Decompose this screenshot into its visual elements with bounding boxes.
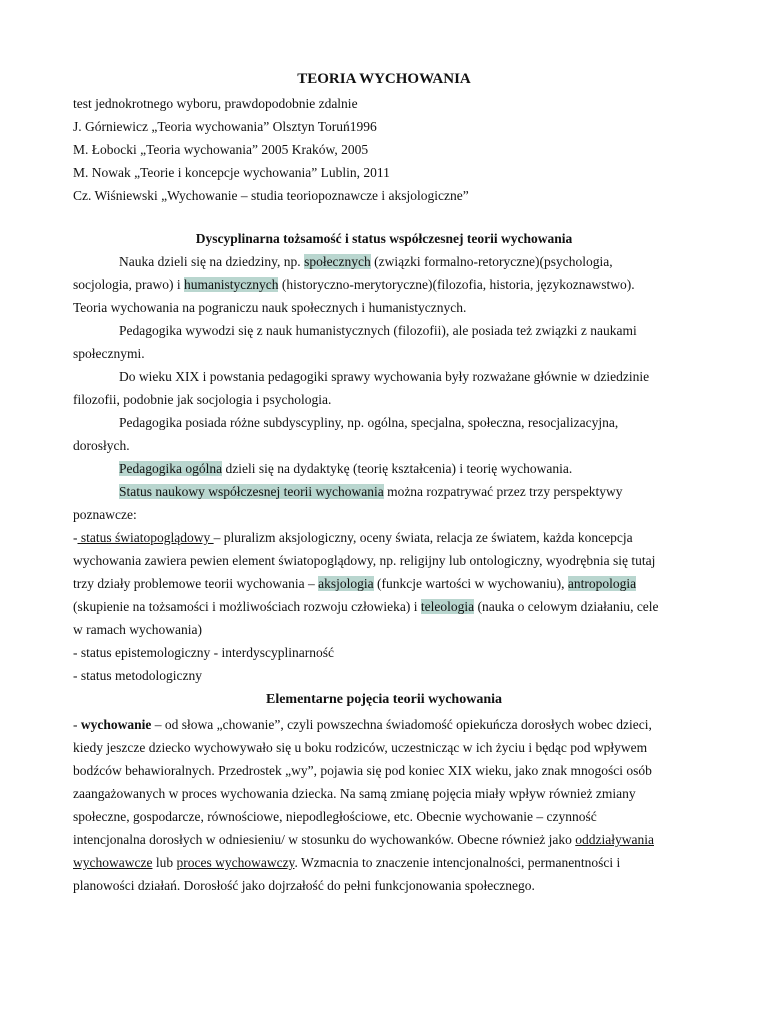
paragraph-line	[73, 526, 695, 549]
paragraph-line: społeczne, gospodarcze, równościowe, niepodległościowe, etc. Obecnie wychowanie – czynność	[73, 809, 597, 824]
text: socjologia, prawo) i	[73, 277, 184, 292]
paragraph-line: planowości działań. Dorosłość jako dojrzałość do pełni funkcjonowania społecznego.	[73, 878, 535, 893]
paragraph-line	[73, 250, 695, 273]
paragraph-line: Teoria wychowania na pograniczu nauk społecznych i humanistycznych.	[73, 300, 467, 315]
paragraph-line	[73, 273, 695, 296]
text: . Wzmacnia to znaczenie intencjonalności, permanentności i	[294, 855, 621, 870]
underlined-term: oddziaływania	[575, 832, 654, 847]
text: (historyczno-merytoryczne)(filozofia, historia, językoznawstwo).	[278, 277, 635, 292]
paragraph-line: poznawcze:	[73, 507, 137, 522]
bibliography-item: Cz. Wiśniewski „Wychowanie – studia teoriopoznawcze i aksjologiczne”	[73, 188, 469, 203]
paragraph-line	[73, 457, 695, 480]
document-title: TEORIA WYCHOWANIA	[297, 71, 471, 87]
paragraph-line: dorosłych.	[73, 438, 130, 453]
underlined-term: wychowawcze	[73, 855, 153, 870]
section-heading: Elementarne pojęcia teorii wychowania	[265, 692, 502, 707]
highlighted-term: Pedagogika ogólna	[119, 461, 223, 476]
text: – pluralizm aksjologiczny, oceny świata, relacja ze światem, każda koncepcja	[213, 530, 633, 545]
highlighted-term: społecznych	[304, 254, 371, 269]
paragraph-line: Do wieku XIX i powstania pedagogiki sprawy wychowania były rozważane głównie w dziedzinie	[119, 369, 650, 384]
text: (nauka o celowym działaniu, cele	[474, 599, 659, 614]
paragraph-line: - status metodologiczny	[73, 668, 202, 683]
bibliography-item: J. Górniewicz „Teoria wychowania” Olsztyn Toruń1996	[73, 119, 377, 134]
document-page	[73, 66, 695, 897]
paragraph-line: w ramach wychowania)	[73, 622, 202, 637]
paragraph-line	[73, 572, 695, 595]
paragraph-line: Pedagogika wywodzi się z nauk humanistycznych (filozofii), ale posiada też związki z naukami	[119, 323, 637, 338]
intro-line: test jednokrotnego wyboru, prawdopodobnie zdalnie	[73, 96, 358, 111]
spacer	[73, 207, 695, 227]
underlined-term: status światopoglądowy	[77, 530, 214, 545]
text: intencjonalna dorosłych w odniesieniu/ w stosunku do wychowanków. Obecne również jako	[73, 832, 576, 847]
text: Nauka dzieli się na dziedziny, np.	[119, 254, 305, 269]
underlined-term: proces wychowawczy	[176, 855, 295, 870]
paragraph-line: filozofii, podobnie jak socjologia i psychologia.	[73, 392, 332, 407]
paragraph-line: kiedy jeszcze dziecko wychowywało się u boku rodziców, uczestnicząc w ich życiu i będąc pod wpływem	[73, 740, 648, 755]
text: można rozpatrywać przez trzy perspektywy	[383, 484, 623, 499]
paragraph-line	[73, 713, 695, 736]
paragraph-line: społecznymi.	[73, 346, 145, 361]
highlighted-term: humanistycznych	[183, 277, 279, 292]
text: -	[73, 717, 81, 732]
text: (skupienie na tożsamości i możliwościach rozwoju człowieka) i	[73, 599, 421, 614]
text: trzy działy problemowe teorii wychowania –	[73, 576, 319, 591]
highlighted-term: aksjologia	[318, 576, 374, 591]
paragraph-line	[73, 480, 695, 503]
text: lub	[152, 855, 177, 870]
bibliography-item: M. Łobocki „Teoria wychowania” 2005 Kraków, 2005	[73, 142, 369, 157]
text: (funkcje wartości w wychowaniu),	[373, 576, 568, 591]
highlighted-term: Status naukowy współczesnej teorii wychowania	[119, 484, 384, 499]
paragraph-line: - status epistemologiczny - interdyscyplinarność	[73, 645, 334, 660]
paragraph-line	[73, 851, 695, 874]
bold-term: wychowanie	[80, 717, 152, 732]
paragraph-line: zaangażowanych w proces wychowania dziecka. Na samą zmianę pojęcia miały wpływ również zmiany	[73, 786, 636, 801]
text: (związki formalno-retoryczne)(psychologia,	[370, 254, 613, 269]
text: -	[73, 530, 78, 545]
paragraph-line	[73, 595, 695, 618]
text: – od słowa „chowanie”, czyli powszechna świadomość opiekuńcza dorosłych wobec dzieci,	[151, 717, 652, 732]
paragraph-line: Pedagogika posiada różne subdyscypliny, np. ogólna, specjalna, społeczna, resocjalizacyjna,	[119, 415, 619, 430]
paragraph-line: bodźców behawioralnych. Przedrostek „wy”, pojawia się pod koniec XIX wieku, jako znak mnogości osób	[73, 763, 652, 778]
highlighted-term: teleologia	[420, 599, 475, 614]
text: dzieli się na dydaktykę (teorię kształcenia) i teorię wychowania.	[222, 461, 573, 476]
highlighted-term: antropologia	[567, 576, 637, 591]
paragraph-line: wychowania zawiera pewien element światopoglądowy, np. religijny lub ontologiczny, wyodrębnia się tutaj	[73, 553, 656, 568]
section-heading: Dyscyplinarna tożsamość i status współczesnej teorii wychowania	[195, 231, 573, 246]
bibliography-item: M. Nowak „Teorie i koncepcje wychowania” Lublin, 2011	[73, 165, 390, 180]
paragraph-line	[73, 828, 695, 851]
